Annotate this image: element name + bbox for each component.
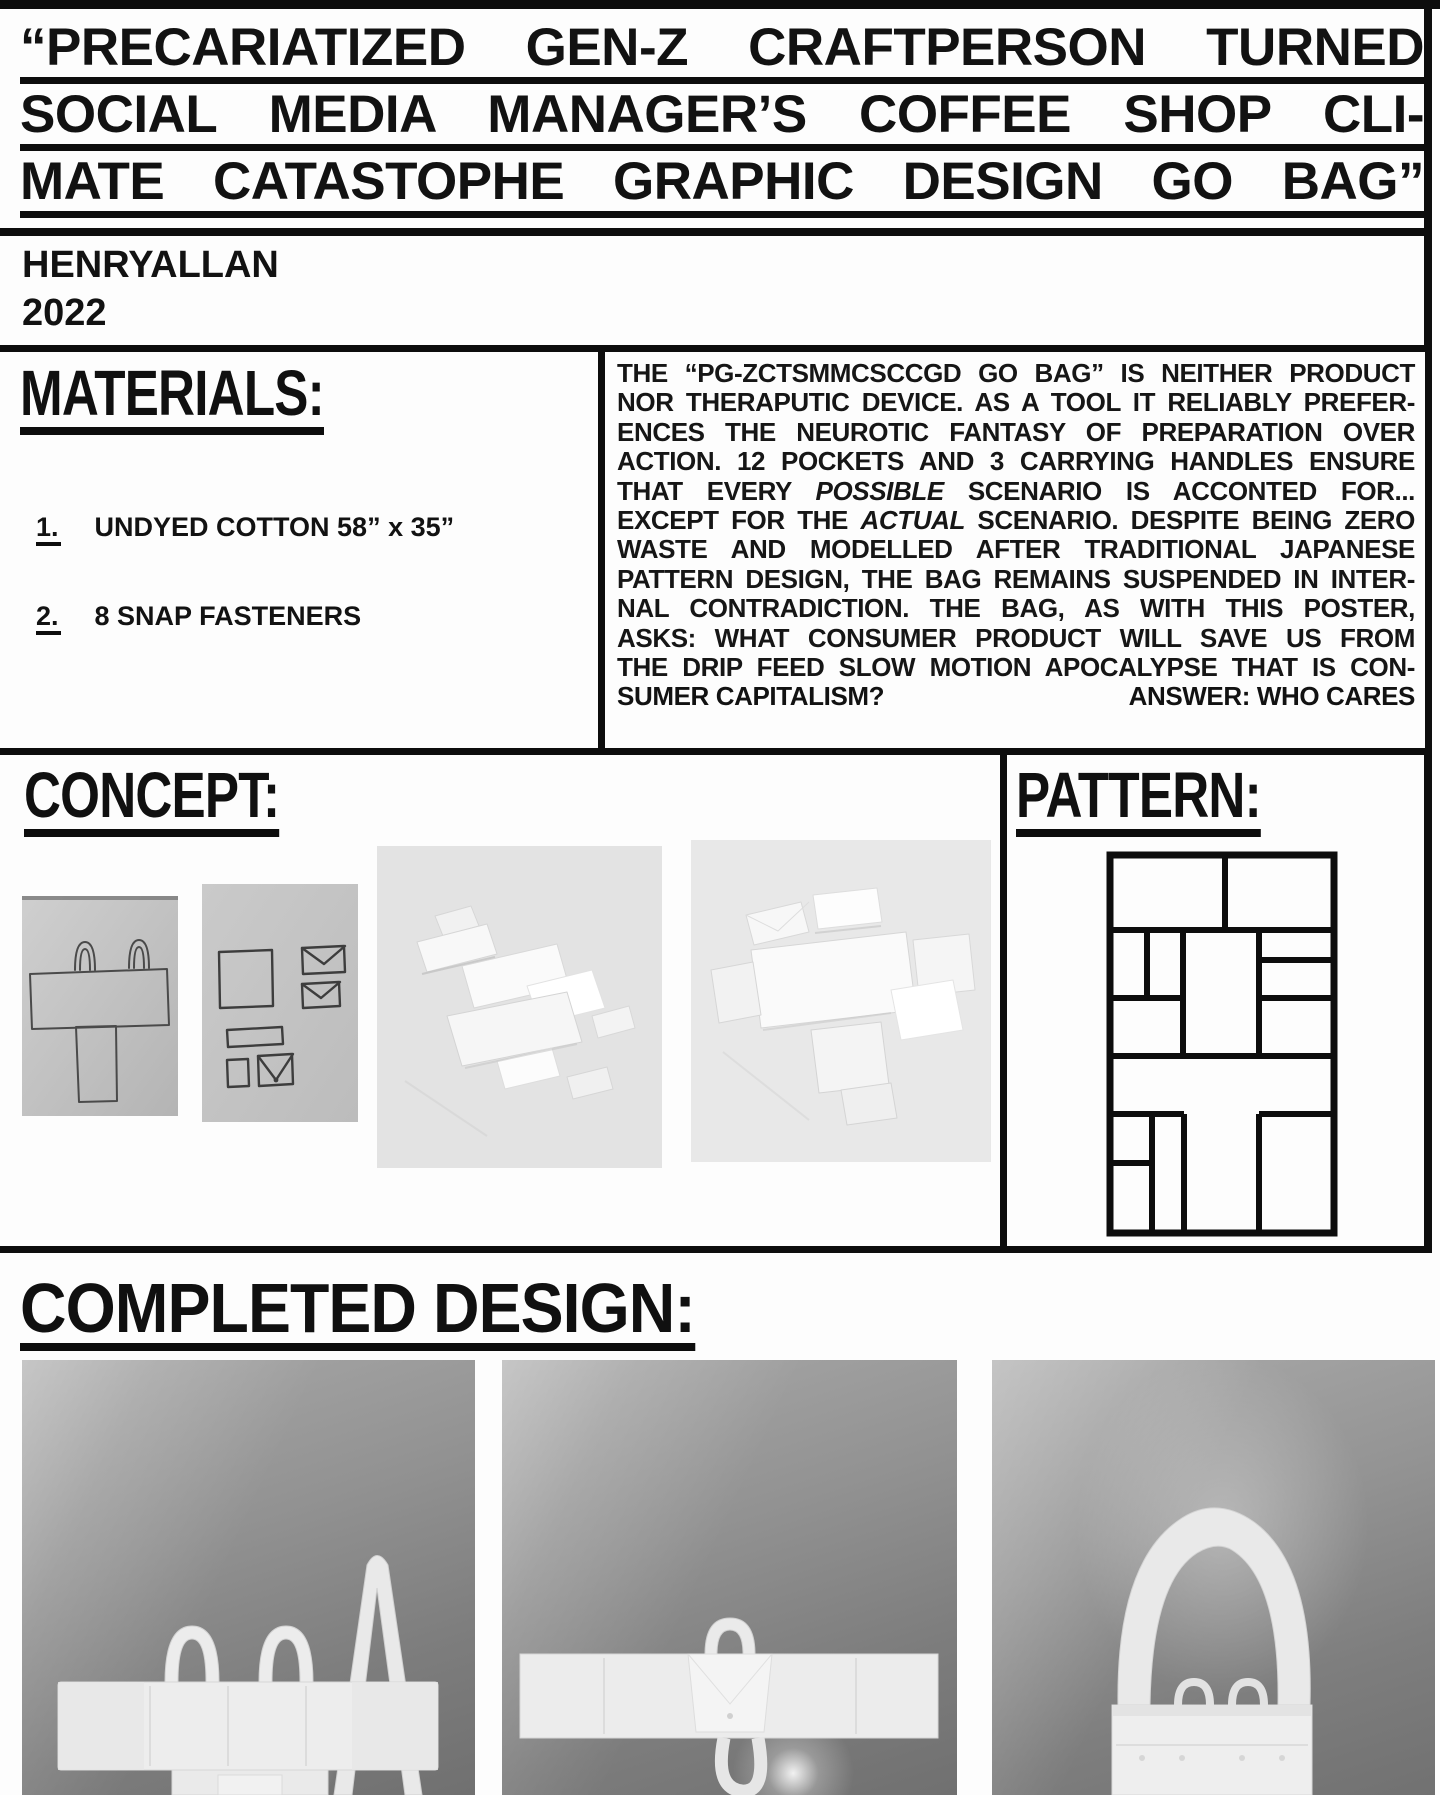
description-line: THE “PG-ZCTSMMCSCCGD GO BAG” IS NEITHER PRODUCT — [617, 358, 1415, 388]
folded-bag-image — [502, 1360, 957, 1795]
title-divider-rule — [0, 228, 1432, 236]
concept-mockup-exploded-image — [377, 846, 662, 1168]
section-rule-concept — [0, 748, 1432, 755]
hanging-bag-image — [992, 1360, 1435, 1795]
description-box — [598, 345, 1432, 755]
title-line: SOCIAL MEDIA MANAGER’S COFFEE SHOP CLI- — [20, 85, 1424, 151]
section-rule-completed — [0, 1246, 1432, 1253]
concept-pattern-divider — [1000, 748, 1007, 1253]
title-line: MATE CATASTOPHE GRAPHIC DESIGN GO BAG” — [20, 152, 1424, 218]
title-line: “PRECARIATIZED GEN-Z CRAFTPERSON TURNED — [20, 18, 1424, 84]
materials-item-number: 1. — [36, 512, 61, 546]
completed-photo-folded-bag — [502, 1360, 957, 1795]
materials-item — [36, 512, 506, 546]
completed-photo-hanging-bag — [992, 1360, 1435, 1795]
concept-heading: CONCEPT: — [24, 764, 279, 837]
materials-item — [36, 601, 506, 635]
description-question: SUMER CAPITALISM? — [617, 681, 885, 712]
description-line: THAT EVERY POSSIBLE SCENARIO IS ACCONTED FOR... — [617, 475, 1415, 506]
description-line: EXCEPT FOR THE ACTUAL SCENARIO. DESPITE BEING ZERO — [617, 505, 1415, 536]
description-last-line — [617, 682, 1415, 711]
description-line: ENCES THE NEUROTIC FANTASY OF PREPARATION OVER — [617, 416, 1415, 447]
materials-item-text: UNDYED COTTON 58” x 35” — [94, 512, 455, 542]
top-border-bar — [0, 0, 1440, 9]
pattern-drawing — [1106, 851, 1338, 1237]
poster-title — [20, 18, 1424, 219]
description-line: PATTERN DESIGN, THE BAG REMAINS SUSPENDED IN INTER- — [617, 563, 1415, 594]
description-line: WASTE AND MODELLED AFTER TRADITIONAL JAPANESE — [617, 534, 1415, 565]
materials-list — [36, 512, 506, 690]
description-line: NAL CONTRADICTION. THE BAG, AS WITH THIS POSTER, — [617, 593, 1415, 624]
materials-item-text: 8 SNAP FASTENERS — [94, 601, 362, 631]
author-name: HENRYALLAN — [22, 244, 279, 286]
flat-bag-image — [22, 1360, 475, 1795]
completed-photo-flat-bag — [22, 1360, 475, 1795]
description-line: NOR THERAPUTIC DEVICE. AS A TOOL IT RELIABLY PREFER- — [617, 387, 1415, 418]
concept-mockup-layout-image — [691, 840, 991, 1162]
description-line: ASKS: WHAT CONSUMER PRODUCT WILL SAVE US FROM — [617, 622, 1415, 653]
materials-heading: MATERIALS: — [20, 362, 324, 435]
materials-item-number: 2. — [36, 601, 61, 635]
pattern-heading: PATTERN: — [1016, 764, 1261, 837]
description-line: ACTION. 12 POCKETS AND 3 CARRYING HANDLES ENSURE — [617, 446, 1415, 477]
concept-sketch-tshape-image — [22, 896, 178, 1116]
description-answer: ANSWER: WHO CARES — [1128, 681, 1415, 712]
completed-design-heading: COMPLETED DESIGN: — [20, 1276, 695, 1351]
description-text — [617, 359, 1415, 682]
description-line: THE DRIP FEED SLOW MOTION APOCALYPSE THAT IS CON- — [617, 652, 1415, 683]
year: 2022 — [22, 292, 107, 334]
concept-sketch-pockets-image — [202, 884, 358, 1122]
